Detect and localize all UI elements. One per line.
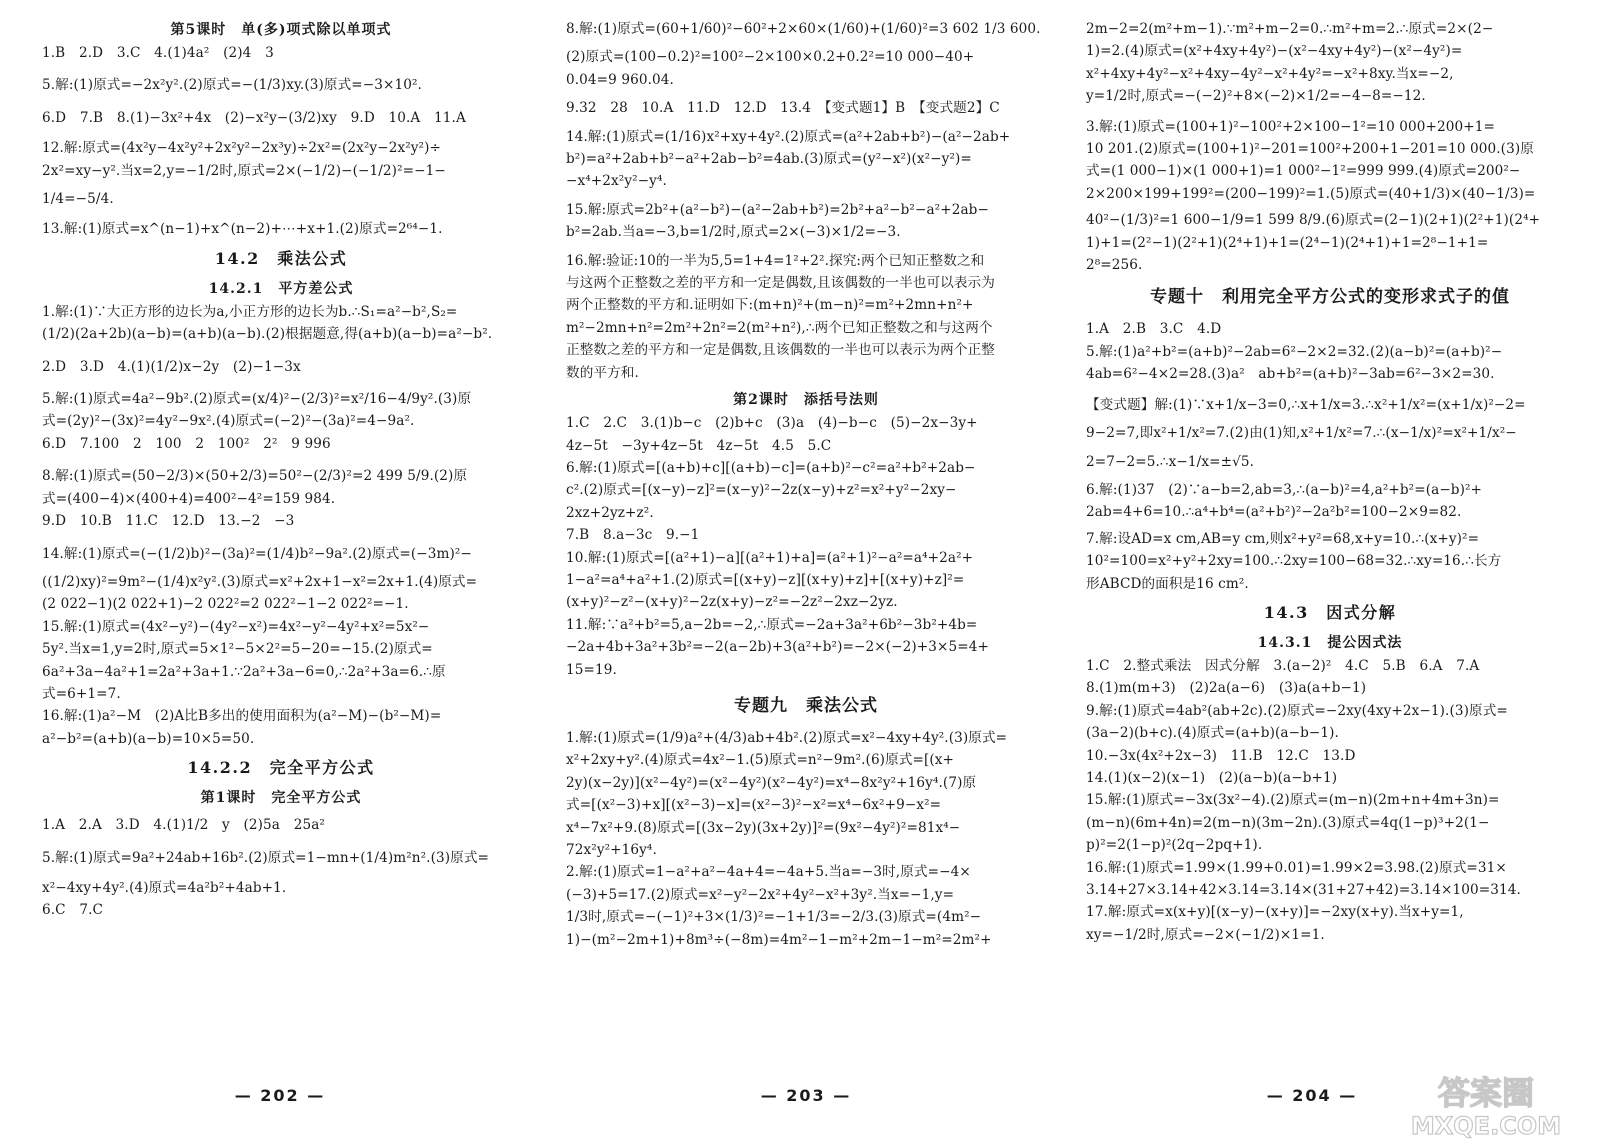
answer-line: x²+4xy+4y²−x²+4xy−4y²−x²+4y²=−x²+8xy.当x=−2, <box>1086 65 1454 82</box>
answer-line: 6a²+3a−4a²+1=2a²+3a+1.∵2a²+3a−6=0,∴2a²+3a=6.∴原 <box>42 663 446 680</box>
answer-line: 1.解:(1)原式=(1/9)a²+(4/3)ab+4b².(2)原式=x²−4xy+4y².(3)原式= <box>566 729 1008 746</box>
section-subheading: 第5课时 单(多)项式除以单项式 <box>170 22 392 38</box>
answer-line: (3a−2)(b+c).(4)原式=(a+b)(a−b−1). <box>1086 725 1339 742</box>
answer-line: 2.D 3.D 4.(1)(1/2)x−2y (2)−1−3x <box>42 358 301 375</box>
answer-line: 8.(1)m(m+3) (2)2a(a−6) (3)a(a+b−1) <box>1086 680 1367 697</box>
topic-heading: 专题九 乘法公式 <box>734 695 878 716</box>
page-202-content <box>42 18 520 1128</box>
answer-line: y=1/2时,原式=−(−2)²+8×(−2)×1/2=−4−8=−12. <box>1086 88 1426 105</box>
answer-line: 9.解:(1)原式=4ab²(ab+2c).(2)原式=−2xy(4xy+2x−1).(3)原式= <box>1086 702 1508 719</box>
answer-line: −x⁴+2x²y²−y⁴. <box>566 173 667 190</box>
answer-line: 1−a²=a⁴+a²+1.(2)原式=[(x+y)−z][(x+y)+z]+[(x+y)+z]²= <box>566 571 965 588</box>
answer-line: 2x²=xy−y².当x=2,y=−1/2时,原式=2×(−1/2)−(−1/2)²=−1− <box>42 162 446 179</box>
answer-line: x⁴−7x²+9.(8)原式=[(3x−2y)(3x+2y)]²=(9x²−4y²)²=81x⁴− <box>566 819 961 836</box>
answer-line: 与这两个正整数之差的平方和一定是偶数,且该偶数的一半也可以表示为 <box>566 275 995 292</box>
answer-line: 形ABCD的面积是16 cm². <box>1086 575 1249 592</box>
answer-line: 11.解:∵a²+b²=5,a−2b=−2,∴原式=−2a+3a²+6b²−3b²+4b= <box>566 616 978 633</box>
answer-line: 1.A 2.A 3.D 4.(1)1/2 y (2)5a 25a² <box>42 817 325 834</box>
answer-line: 13.解:(1)原式=x^(n−1)+x^(n−2)+⋯+x+1.(2)原式=2⁶⁴−1. <box>42 221 443 238</box>
answer-line: 0.04=9 960.04. <box>566 71 674 88</box>
answer-line: 1)=2.(4)原式=(x²+4xy+4y²)−(x²−4xy+4y²)−(x²−4y²)= <box>1086 43 1463 60</box>
answer-line: 8.解:(1)原式=(50−2/3)×(50+2/3)=50²−(2/3)²=2 499 5/9.(2)原 <box>42 468 468 485</box>
answer-line: 10.−3x(4x²+2x−3) 11.B 12.C 13.D <box>1086 747 1356 764</box>
answer-line: (1/2)(2a+2b)(a−b)=(a+b)(a−b).(2)根据题意,得(a+b)(a−b)=a²−b². <box>42 326 493 343</box>
answer-line: 6.解:(1)原式=[(a+b)+c][(a+b)−c]=(a+b)²−c²=a²+b²+2ab− <box>566 459 976 476</box>
section-subheading: 14.3.1 提公因式法 <box>1257 634 1403 651</box>
section-subheading: 第2课时 添括号法则 <box>733 392 879 409</box>
answer-line: 9.D 10.B 11.C 12.D 13.−2 −3 <box>42 513 295 530</box>
answer-line: 【变式题】解:(1)∵x+1/x−3=0,∴x+1/x=3.∴x²+1/x²=(x+1/x)²−2= <box>1086 396 1526 413</box>
answer-line: −2a+4b+3a²+3b²=−2(a−2b)+3(a²+b²)=−2×(−2)+3×5=4+ <box>566 639 989 656</box>
answer-line: 1)−(m²−2m+1)+8m³÷(−8m)=4m²−1−m²+2m−1−m²=2m²+ <box>566 931 992 948</box>
section-heading: 14.3 因式分解 <box>1263 602 1397 622</box>
answer-line: 式=(400−4)×(400+4)=400²−4²=159 984. <box>42 490 336 507</box>
answer-line: 两个正整数的平方和.证明如下:(m+n)²+(m−n)²=m²+2mn+n²+ <box>566 297 974 314</box>
answer-line: 1.C 2.整式乘法 因式分解 3.(a−2)² 4.C 5.B 6.A 7.A <box>1086 657 1480 674</box>
answer-line: xy=−1/2时,原式=−2×(−1/2)×1=1. <box>1086 926 1325 943</box>
page-204-content <box>1086 18 1574 1128</box>
answer-line: 4z−5t −3y+4z−5t 4z−5t 4.5 5.C <box>566 437 832 454</box>
watermark-text-bottom: MXQE.COM <box>1410 1112 1562 1140</box>
answer-line: 15=19. <box>566 661 617 678</box>
answer-line: 2.解:(1)原式=1−a²+a²−4a+4=−4a+5.当a=−3时,原式=−4× <box>566 864 971 881</box>
answer-line: 16.解:(1)原式=1.99×(1.99+0.01)=1.99×2=3.98.(2)原式=31× <box>1086 859 1507 876</box>
answer-line: 1.C 2.C 3.(1)b−c (2)b+c (3)a (4)−b−c (5)−2x−3y+ <box>566 415 978 432</box>
answer-line: 2=7−2=5.∴x−1/x=±√5. <box>1086 453 1254 470</box>
answer-line: 5.解:(1)原式=9a²+24ab+16b².(2)原式=1−mn+(1/4)m²n².(3)原式= <box>42 849 490 866</box>
answer-line: 5y².当x=1,y=2时,原式=5×1²−5×2²=5−20=−15.(2)原式= <box>42 641 433 658</box>
answer-line: 3.14+27×3.14+42×3.14=3.14×(31+27+42)=3.14×100=314. <box>1086 882 1521 898</box>
answer-line: 15.解:原式=2b²+(a²−b²)−(a²−2ab+b²)=2b²+a²−b²−a²+2ab− <box>566 201 989 218</box>
answer-line: 正整数之差的平方和一定是偶数,且该偶数的一半也可以表示为两个正整 <box>566 342 995 359</box>
answer-line: 15.解:(1)原式=(4x²−y²)−(4y²−x²)=4x²−y²−4y²+x²=5x²− <box>42 618 430 635</box>
answer-line: b²)=a²+2ab+b²−a²+2ab−b²=4ab.(3)原式=(y²−x²)(x²−y²)= <box>566 151 972 168</box>
section-subheading: 14.2.1 平方差公式 <box>208 280 354 297</box>
answer-line: x²+2xy+y².(4)原式=4x²−1.(5)原式=n²−9m².(6)原式=[(x+ <box>566 752 955 769</box>
answer-line: 式=[(x²−3)+x][(x²−3)−x]=(x²−3)²−x²=x⁴−6x²+9−x²= <box>566 797 942 814</box>
section-subheading: 第1课时 完全平方公式 <box>200 790 362 807</box>
answer-line: 1.A 2.B 3.C 4.D <box>1086 321 1222 338</box>
answer-line: x²−4xy+4y².(4)原式=4a²b²+4ab+1. <box>42 879 287 896</box>
answer-line: 10 201.(2)原式=(100+1)²−201=100²+200+1−201=10 000.(3)原 <box>1086 141 1534 158</box>
page-203-content <box>566 18 1046 1128</box>
page-number-204: — 204 — <box>1266 1086 1358 1105</box>
answer-line: 40²−(1/3)²=1 600−1/9=1 599 8/9.(6)原式=(2−1)(2+1)(2²+1)(2⁴+ <box>1086 212 1541 229</box>
answer-line: 2ab=4+6=10.∴a⁴+b⁴=(a²+b²)²−2a²b²=100−2×9=82. <box>1086 504 1462 521</box>
answer-line: b²=2ab.当a=−3,b=1/2时,原式=2×(−3)×1/2=−3. <box>566 224 901 241</box>
answer-line: 4ab=6²−4×2=28.(3)a² ab+b²=(a+b)²−3ab=6²−3×2=30. <box>1086 366 1495 383</box>
answer-line: (x+y)²−z²−(x+y)²−2z(x+y)−z²=−2z²−2xz−2yz. <box>566 594 898 611</box>
answer-line: 2×200×199+199²=(200−199)²=1.(5)原式=(40+1/3)×(40−1/3)= <box>1086 185 1536 202</box>
answer-line: 1.B 2.D 3.C 4.(1)4a² (2)4 3 <box>42 45 274 61</box>
topic-heading: 专题十 利用完全平方公式的变形求式子的值 <box>1150 287 1510 308</box>
answer-line: 数的平方和. <box>566 364 639 381</box>
answer-line: 1/4=−5/4. <box>42 191 114 208</box>
watermark-logo <box>1386 1070 1586 1140</box>
answer-line: 6.C 7.C <box>42 902 104 919</box>
answer-line: 1/3时,原式=−(−1)²+3×(1/3)²=−1+1/3=−2/3.(3)原式=(4m²− <box>566 909 982 926</box>
answer-line: 17.解:原式=x(x+y)[(x−y)−(x+y)]=−2xy(x+y).当x+y=1, <box>1086 904 1464 921</box>
answer-line: 10²=100=x²+y²+2xy=100.∴2xy=100−68=32.∴xy=16.∴长方 <box>1086 553 1502 570</box>
answer-line: 72x²y²+16y⁴. <box>566 842 657 858</box>
answer-line: 6.D 7.B 8.(1)−3x²+4x (2)−x²y−(3/2)xy 9.D 10.A 11.A <box>42 109 466 126</box>
answer-line: 9.32 28 10.A 11.D 12.D 13.4 【变式题1】B 【变式题2】C <box>566 100 1000 117</box>
answer-line: 1.解:(1)∵大正方形的边长为a,小正方形的边长为b.∴S₁=a²−b²,S₂= <box>42 303 458 320</box>
answer-line: a²−b²=(a+b)(a−b)=10×5=50. <box>42 730 255 747</box>
answer-line: 3.解:(1)原式=(100+1)²−100²+2×100−1²=10 000+200+1= <box>1086 118 1495 135</box>
answer-line: 12.解:原式=(4x²y−4x²y²+2x²y²−2x³y)÷2x²=(2x²y−2x²y²)÷ <box>42 140 441 157</box>
answer-line: 9−2=7,即x²+1/x²=7.(2)由(1)知,x²+1/x²=7.∴(x−1/x)²=x²+1/x²− <box>1086 425 1517 442</box>
answer-line: 14.解:(1)原式=(1/16)x²+xy+4y².(2)原式=(a²+2ab+b²)−(a²−2ab+ <box>566 128 1011 145</box>
answer-line: 7.解:设AD=x cm,AB=y cm,则x²+y²=68,x+y=10.∴(x+y)²= <box>1086 530 1480 547</box>
answer-line: 2xz+2yz+z². <box>566 504 654 521</box>
answer-line: 式=(2y)²−(3x)²=4y²−9x².(4)原式=(−2)²−(3a)²=4−9a². <box>42 413 415 430</box>
page-number-202: — 202 — <box>234 1086 326 1105</box>
answer-line: 式=6+1=7. <box>42 685 121 702</box>
answer-line: 2⁸=256. <box>1086 257 1143 274</box>
answer-line: 5.解:(1)原式=−2x²y².(2)原式=−(1/3)xy.(3)原式=−3×10². <box>42 77 422 94</box>
answer-line: 6.D 7.100 2 100 2 100² 2² 9 996 <box>42 435 331 452</box>
answer-line: 2m−2=2(m²+m−1).∵m²+m−2=0.∴m²+m=2.∴原式=2×(2− <box>1086 21 1494 37</box>
answer-line: m²−2mn+n²=2m²+2n²=2(m²+n²),∴两个已知正整数之和与这两个 <box>566 319 993 336</box>
answer-line: 2y)(x−2y)](x²−4y²)=(x²−4y²)(x²−4y²)=x⁴−8x²y²+16y⁴.(7)原 <box>566 774 977 791</box>
answer-line: 1)+1=(2²−1)(2²+1)(2⁴+1)+1=(2⁴−1)(2⁴+1)+1=2⁸−1+1= <box>1086 234 1489 251</box>
answer-line: 5.解:(1)原式=4a²−9b².(2)原式=(x/4)²−(2/3)²=x²/16−4/9y².(3)原 <box>42 391 472 408</box>
answer-line: 7.B 8.a−3c 9.−1 <box>566 527 700 544</box>
answer-line: (2 022−1)(2 022+1)−2 022²=2 022²−1−2 022²=−1. <box>42 596 409 613</box>
answer-line: 10.解:(1)原式=[(a²+1)−a][(a²+1)+a]=(a²+1)²−a²=a⁴+2a²+ <box>566 549 974 566</box>
answer-line: 16.解:(1)a²−M (2)A比B多出的使用面积为(a²−M)−(b²−M)= <box>42 708 442 725</box>
answer-line: (−3)+5=17.(2)原式=x²−y²−2x²+4y²−x²+3y².当x=−1,y= <box>566 886 955 903</box>
answer-line: 16.解:验证:10的一半为5,5=1+4=1²+2².探究:两个已知正整数之和 <box>566 252 985 269</box>
answer-line: c².(2)原式=[(x−y)−z]²=(x−y)²−2z(x−y)+z²=x²+y²−2xy− <box>566 482 957 499</box>
answer-line: 8.解:(1)原式=(60+1/60)²−60²+2×60×(1/60)+(1/60)²=3 602 1/3 600. <box>566 21 1041 37</box>
answer-line: 5.解:(1)a²+b²=(a+b)²−2ab=6²−2×2=32.(2)(a−b)²=(a+b)²− <box>1086 343 1503 360</box>
answer-line: ((1/2)xy)²=9m²−(1/4)x²y².(3)原式=x²+2x+1−x²=2x+1.(4)原式= <box>42 573 478 590</box>
answer-line: 14.解:(1)原式=(−(1/2)b)²−(3a)²=(1/4)b²−9a².(2)原式=(−3m)²− <box>42 545 472 562</box>
answer-line: p)²=2(1−p)²(2q−2pq+1). <box>1086 837 1263 854</box>
answer-line: 14.(1)(x−2)(x−1) (2)(a−b)(a−b+1) <box>1086 769 1338 786</box>
answer-line: (m−n)(6m+4n)=2(m−n)(3m−2n).(3)原式=4q(1−p)³+2(1− <box>1086 814 1490 831</box>
answer-line: (2)原式=(100−0.2)²=100²−2×100×0.2+0.2²=10 000−40+ <box>566 49 975 66</box>
answer-line: 6.解:(1)37 (2)∵a−b=2,ab=3,∴(a−b)²=4,a²+b²=(a−b)²+ <box>1086 481 1483 498</box>
page-number-203: — 203 — <box>760 1086 852 1105</box>
section-heading: 14.2.2 完全平方公式 <box>187 758 375 778</box>
section-heading: 14.2 乘法公式 <box>214 248 348 268</box>
watermark-text-top: 答案圈 <box>1437 1074 1535 1112</box>
answer-line: 式=(1 000−1)×(1 000+1)=1 000²−1²=999 999.(4)原式=200²− <box>1086 163 1521 180</box>
answer-line: 15.解:(1)原式=−3x(3x²−4).(2)原式=(m−n)(2m+n+4m+3n)= <box>1086 792 1500 809</box>
